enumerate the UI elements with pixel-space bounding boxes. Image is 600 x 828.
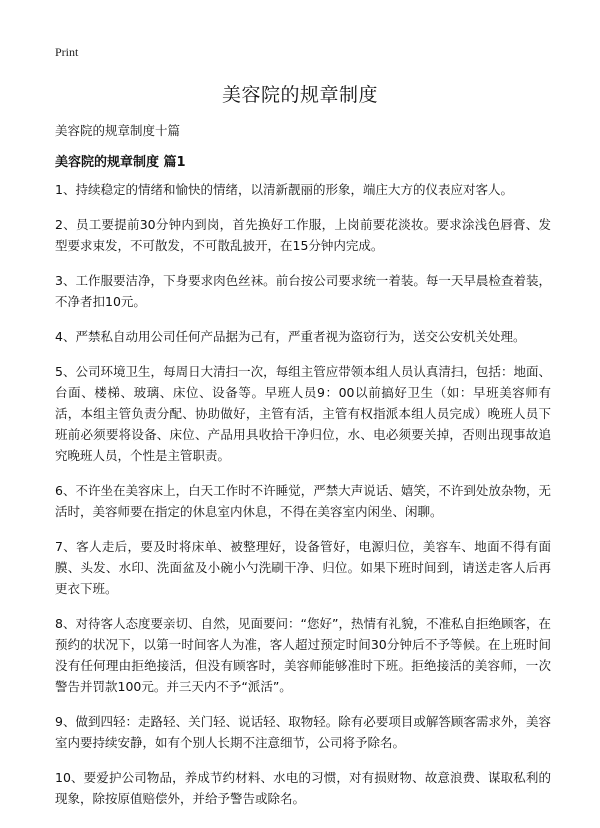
paragraph-rule-9: 9、做到四轻：走路轻、关门轻、说话轻、取物轻。除有必要项目或解答顾客需求外，美容室内要持续安静，如有个别人长期不注意细节，公司将予除名。 bbox=[55, 714, 551, 750]
print-label: Print bbox=[55, 45, 79, 59]
paragraph-rule-10: 10、要爱护公司物品，养成节约材料、水电的习惯，对有损财物、故意浪费、谋取私利的现象，除按原值赔偿外，并给予警告或除名。 bbox=[55, 770, 551, 806]
paragraph-rule-8: 8、对待客人态度要亲切、自然，见面要问：“您好”，热情有礼貌，不准私自拒绝顾客，在预约的状况下，以第一时间客人为准，客人超过预定时间30分钟后不予等候。在上班时间没有任何理由拒绝接活，但没有顾客时，美容师能够准时下班。拒绝接活的美容师，一次警告并罚款100元。并三天内不予“派活”。 bbox=[55, 616, 551, 694]
paragraph-rule-3: 3、工作服要洁净，下身要求肉色丝袜。前台按公司要求统一着装。每一天早晨检查着装，不净者扣10元。 bbox=[55, 273, 551, 309]
document-body bbox=[55, 179, 551, 823]
paragraph-rule-5: 5、公司环境卫生，每周日大清扫一次，每组主管应带领本组人员认真清扫，包括：地面、台面、楼梯、玻璃、床位、设备等。早班人员9：00以前搞好卫生（如：早班美容师有活，本组主管负责分配、协助做好，主管有活，主管有权指派本组人员完成）晚班人员下班前必须要将设备、床位、产品用具收拾干净归位，水、电必须要关掉，否则出现事故追究晚班人员，个性是主管职责。 bbox=[55, 364, 551, 463]
paragraph-rule-4: 4、严禁私自动用公司任何产品据为己有，严重者视为盗窃行为，送交公安机关处理。 bbox=[55, 329, 526, 344]
document-title: 美容院的规章制度 bbox=[221, 84, 378, 106]
paragraph-rule-2: 2、员工要提前30分钟内到岗，首先换好工作服，上岗前要花淡妆。要求涂浅色唇膏、发型要求束发，不可散发，不可散乱披开，在15分钟内完成。 bbox=[55, 217, 551, 253]
section-heading: 美容院的规章制度 篇1 bbox=[55, 155, 186, 170]
paragraph-rule-6: 6、不许坐在美容床上，白天工作时不许睡觉，严禁大声说话、嬉笑，不许到处放杂物，无活时，美容师要在指定的休息室内休息，不得在美容室内闲坐、闲聊。 bbox=[55, 483, 551, 519]
document-subtitle: 美容院的规章制度十篇 bbox=[55, 123, 181, 138]
paragraph-rule-7: 7、客人走后，要及时将床单、被整理好，设备管好，电源归位，美容车、地面不得有面膜、头发、水印、洗面盆及小碗小勺洗刷干净、归位。如果下班时间到，请送走客人后再更衣下班。 bbox=[55, 539, 551, 596]
paragraph-rule-1: 1、持续稳定的情绪和愉快的情绪，以清新靓丽的形象，端庄大方的仪表应对客人。 bbox=[55, 182, 513, 197]
